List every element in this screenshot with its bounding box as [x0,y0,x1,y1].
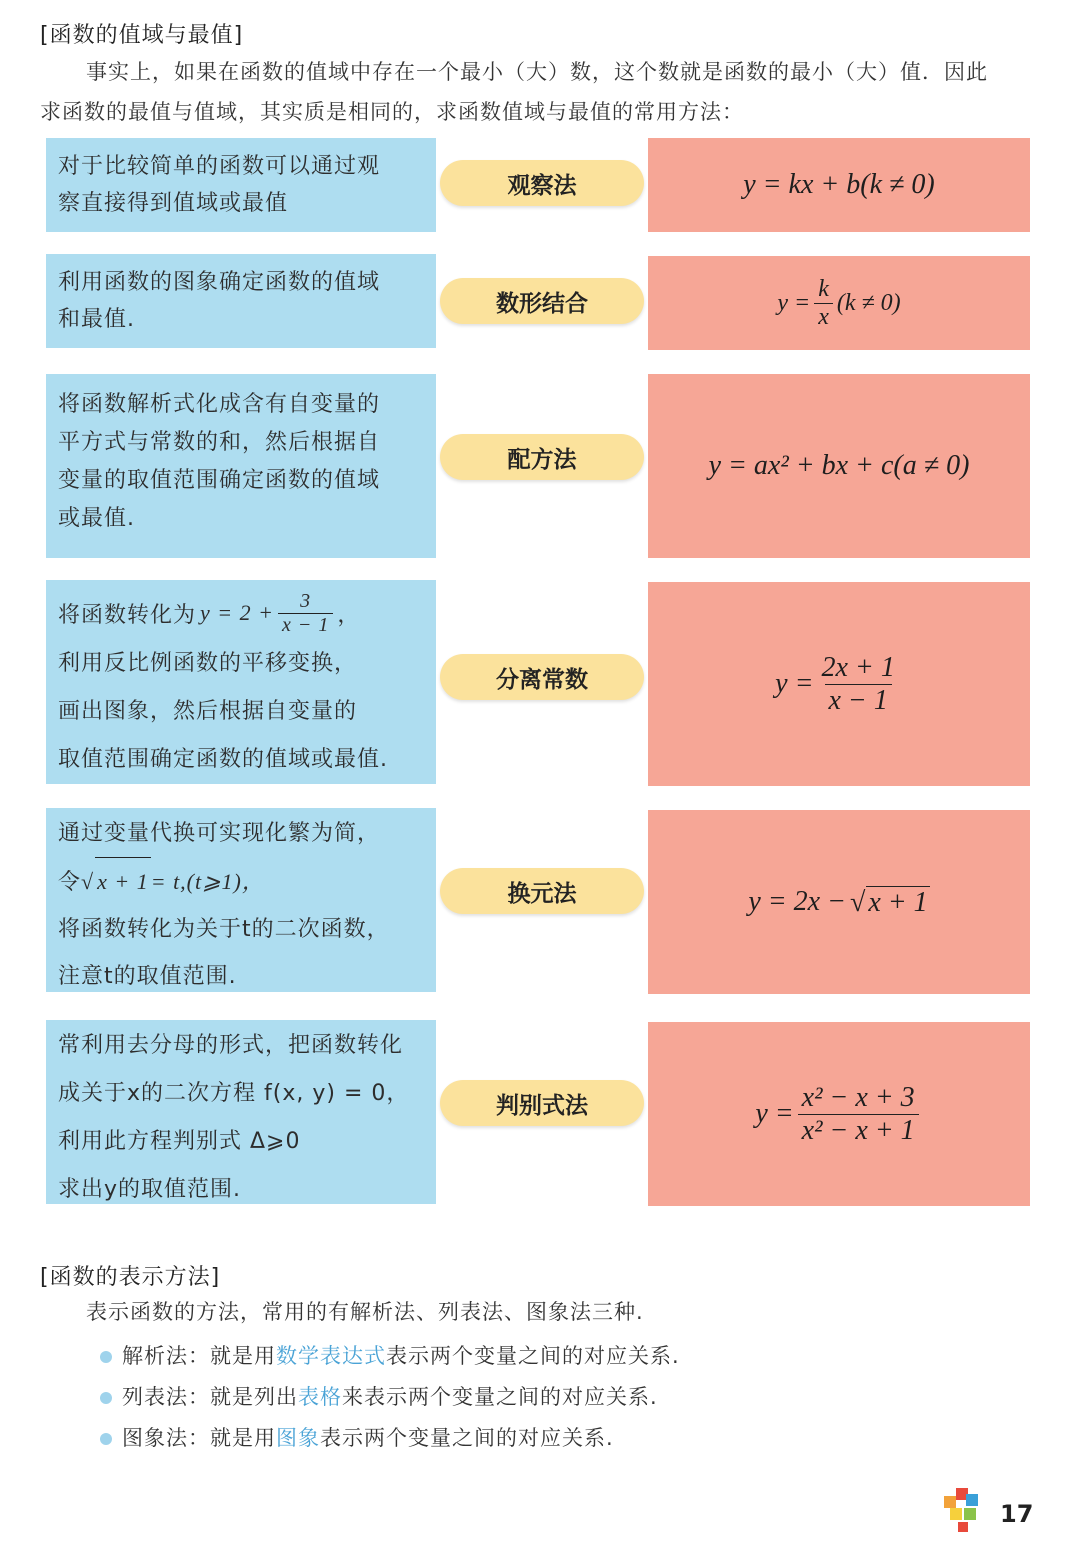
desc-line: 和最值. [58,307,135,332]
method-row-discriminant [0,1020,1080,1204]
desc-line-with-fraction [58,586,424,640]
desc-line: 变量的取值范围确定函数的值域 [58,468,381,493]
method-formula [648,256,1030,350]
desc-line: 求出y的取值范围. [58,1177,242,1202]
bullet-rest: 表示两个变量之间的对应关系. [320,1426,614,1450]
method-formula [648,582,1030,786]
fraction-denominator: x − 1 [278,613,333,637]
method-row-substitution [0,808,1080,992]
formula-fraction [798,1082,919,1147]
method-row-completing-square [0,374,1080,558]
fraction-numerator: k [818,275,829,302]
formula-text: y = ax² + bx + c(a ≠ 0) [708,450,970,481]
method-description [46,374,436,558]
method-description [46,138,436,232]
bullet-table [100,1381,658,1411]
desc-line: 取值范围确定函数的值域或最值. [58,747,388,772]
bullet-highlight: 表格 [298,1385,342,1409]
fraction-numerator: 2x + 1 [821,651,895,683]
desc-suffix: ， [337,602,361,628]
bullet-highlight: 数学表达式 [276,1344,386,1368]
desc-prefix: 令 [58,870,82,895]
method-description [46,1020,436,1204]
method-name-pill: 判别式法 [440,1080,644,1126]
method-row-observation [0,138,1080,232]
intro-line-2: 求函数的最值与值域，其实质是相同的，求函数值域与最值的常用方法： [40,100,744,124]
desc-prefix: 将函数转化为 [58,602,197,628]
bullet-highlight: 图象 [276,1426,320,1450]
formula-fraction [818,652,899,717]
formula-prefix: y = [775,668,814,699]
bullet-label: 列表法：就是列出 [122,1385,298,1409]
bullet-label: 图象法：就是用 [122,1426,276,1450]
method-row-separate-constant [0,580,1080,784]
desc-line: 对于比较简单的函数可以通过观 [58,154,381,179]
bullet-graph [100,1422,614,1452]
intro-line-1: 事实上，如果在函数的值域中存在一个最小（大）数，这个数就是函数的最小（大）值．因此 [86,60,988,84]
section-title-representation: [函数的表示方法] [40,1265,221,1290]
desc-line: 注意t的取值范围. [58,964,237,989]
section-title-range: [函数的值域与最值] [40,23,244,48]
bullet-dot-icon [100,1392,112,1404]
fraction-numerator: 3 [300,589,312,612]
method-name-pill: 观察法 [440,160,644,206]
method-formula [648,1022,1030,1206]
representation-intro: 表示函数的方法，常用的有解析法、列表法、图象法三种. [86,1300,644,1324]
bullet-rest: 表示两个变量之间的对应关系. [386,1344,680,1368]
method-description [46,808,436,992]
bullet-dot-icon [100,1351,112,1363]
formula-prefix: y = 2x − [748,886,846,917]
formula-suffix: (k ≠ 0) [836,289,901,316]
method-name-pill: 配方法 [440,434,644,480]
desc-line: 利用函数的图象确定函数的值域 [58,270,381,295]
page-number: 17 [1000,1500,1034,1528]
formula-prefix: y = [755,1098,794,1129]
bullet-rest: 来表示两个变量之间的对应关系. [342,1385,658,1409]
formula-text: y = kx + b(k ≠ 0) [743,169,935,200]
fraction-numerator: x² − x + 3 [801,1081,915,1113]
desc-line: 将函数转化为关于t的二次函数， [58,917,390,942]
method-name-pill: 数形结合 [440,278,644,324]
desc-line: 利用反比例函数的平移变换， [58,651,358,676]
bullet-dot-icon [100,1433,112,1445]
fraction-denominator: x − 1 [825,684,892,717]
method-formula [648,138,1030,232]
method-formula: y = 2x − √ x + 1 [648,810,1030,994]
fraction-denominator: x² − x + 1 [798,1114,919,1147]
desc-line-with-sqrt: 令√ x + 1= t,(t⩾1)， [58,857,424,906]
method-formula [648,374,1030,558]
desc-line: 或最值. [58,506,135,531]
desc-line: 常利用去分母的形式，把函数转化 [58,1033,404,1058]
bullet-analytic [100,1340,680,1370]
fraction-denominator: x [814,303,833,331]
formula-prefix: y = [777,289,811,316]
desc-line: 画出图象，然后根据自变量的 [58,699,358,724]
desc-line: 察直接得到值域或最值 [58,191,289,216]
bullet-label: 解析法：就是用 [122,1344,276,1368]
desc-line: 成关于x的二次方程 f(x, y) = 0， [58,1081,410,1106]
sqrt-radicand: x + 1 [95,857,151,905]
method-name-pill: 换元法 [440,868,644,914]
sqrt-radicand: x + 1 [868,886,928,918]
desc-fraction [278,590,333,637]
method-name-pill: 分离常数 [440,654,644,700]
formula-fraction [814,276,833,331]
desc-line: 平方式与常数的和，然后根据自 [58,430,381,455]
desc-math: y = 2 + [200,600,274,625]
method-description [46,580,436,784]
colorful-blocks-logo-icon [944,1488,980,1538]
desc-suffix: = t,(t⩾1)， [150,869,265,894]
desc-line: 利用此方程判别式 Δ⩾0 [58,1129,301,1154]
method-row-graphing [0,254,1080,348]
desc-line: 将函数解析式化成含有自变量的 [58,392,381,417]
desc-line: 通过变量代换可实现化繁为简， [58,821,381,846]
method-description [46,254,436,348]
